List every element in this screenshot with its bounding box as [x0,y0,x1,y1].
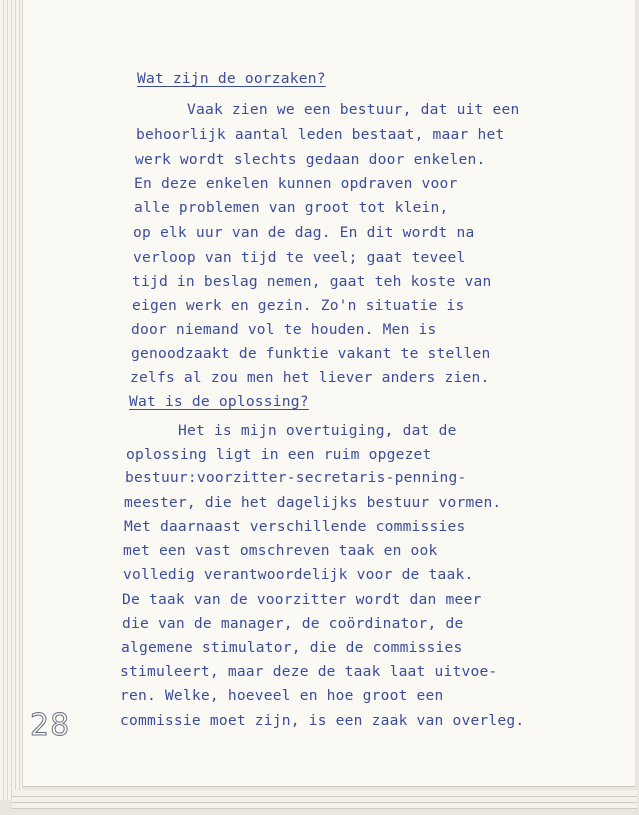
text-line: Met daarnaast verschillende commissies [124,518,466,535]
text-line: door niemand vol te houden. Men is [131,321,437,338]
text-line: Het is mijn overtuiging, dat de [178,422,457,439]
text-line: die van de manager, de coördinator, de [122,615,464,632]
paper-stack-edge [0,0,22,800]
text-line: met een vast omschreven taak en ook [123,542,438,559]
text-line: commissie moet zijn, is een zaak van overleg. [120,712,525,729]
text-line: De taak van de voorzitter wordt dan meer [122,591,482,608]
text-line: zelfs al zou men het liever anders zien. [130,369,490,386]
text-line: meester, die het dagelijks bestuur vormen. [124,494,502,511]
text-line: tijd in beslag nemen, gaat teh koste van [132,273,492,290]
text-line: Vaak zien we een bestuur, dat uit een [187,101,520,118]
text-line: algemene stimulator, die de commissies [121,639,463,656]
text-line: verloop van tijd te veel; gaat teveel [133,249,466,266]
text-line: En deze enkelen kunnen opdraven voor [134,175,458,192]
text-line: volledig verantwoordelijk voor de taak. [123,566,474,583]
text-line: alle problemen van groot tot klein, [134,199,449,216]
text-line: behoorlijk aantal leden bestaat, maar het [136,126,505,143]
text-line: genoodzaakt de funktie vakant te stellen [131,345,491,362]
text-line: op elk uur van de dag. En dit wordt na [133,224,475,241]
heading-oorzaken: Wat zijn de oorzaken? [137,70,326,87]
sheet-edge [12,790,637,797]
text-line: stimuleert, maar deze de taak laat uitvoe- [120,663,498,680]
sheet-edge [12,803,637,809]
text-line: ren. Welke, hoeveel en hoe groot een [120,687,444,704]
page-number: 28 [30,708,71,743]
text-line: eigen werk en gezin. Zo'n situatie is [132,297,465,314]
heading-oplossing: Wat is de oplossing? [129,393,309,410]
text-line: bestuur:voorzitter-secretaris-penning- [125,469,467,486]
text-line: werk wordt slechts gedaan door enkelen. [135,151,486,168]
text-line: oplossing ligt in een ruim opgezet [126,446,432,463]
